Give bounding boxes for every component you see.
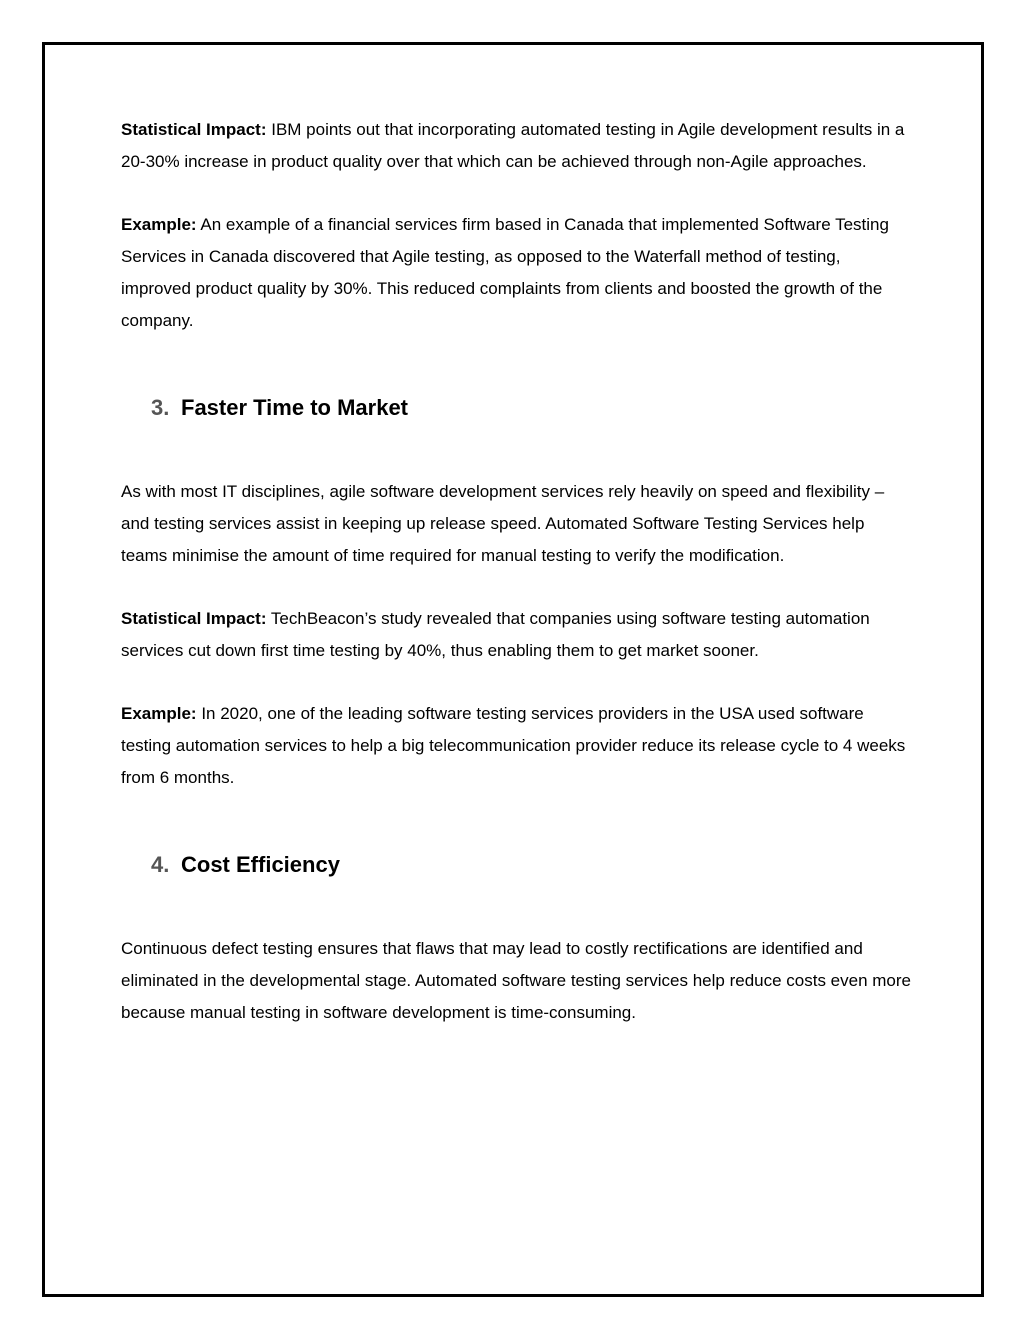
paragraph-lead: Statistical Impact: (121, 120, 267, 139)
section-heading-cost-efficiency (121, 849, 911, 881)
paragraph-agile-speed (121, 476, 911, 572)
paragraph-lead: Example: (121, 215, 197, 234)
paragraph-text: An example of a financial services firm based in Canada that implemented Software Testing Services in Canada discovered that Agile testing, as opposed to the Waterfall method of testing, improved product quality by 30%. This reduced complaints from clients and boosted the growth of the company. (121, 215, 889, 330)
paragraph-continuous-defect-testing (121, 933, 911, 1029)
paragraph-text: TechBeacon’s study revealed that companies using software testing automation services cut down first time testing by 40%, thus enabling them to get market sooner. (121, 609, 870, 660)
section-title: Faster Time to Market (181, 395, 409, 420)
paragraph-lead: Example: (121, 704, 197, 723)
paragraph-text: In 2020, one of the leading software testing services providers in the USA used software testing automation services to help a big telecommunication provider reduce its release cycle to 4 weeks from 6 months. (121, 704, 906, 787)
section-number: 4. (151, 852, 170, 877)
paragraph-statistical-impact-ibm (121, 114, 911, 178)
section-number: 3. (151, 395, 170, 420)
paragraph-text: IBM points out that incorporating automated testing in Agile development results in a 20-30% increase in product quality over that which can be achieved through non-Agile approaches. (121, 120, 905, 171)
paragraph-statistical-impact-techbeacon (121, 603, 911, 667)
section-heading-faster-time-to-market (121, 392, 911, 424)
section-title: Cost Efficiency (181, 852, 340, 877)
paragraph-text: Continuous defect testing ensures that flaws that may lead to costly rectifications are identified and eliminated in the developmental stage. Automated software testing services help reduce costs even more because manual testing in software development is time-consuming. (121, 939, 911, 1022)
paragraph-text: As with most IT disciplines, agile software development services rely heavily on speed and flexibility – and testing services assist in keeping up release speed. Automated Software Testing Services help teams minimise the amount of time required for manual testing to verify the modification. (121, 482, 885, 565)
document-body (121, 114, 911, 1029)
paragraph-example-canada (121, 209, 911, 337)
paragraph-example-usa (121, 698, 911, 794)
paragraph-lead: Statistical Impact: (121, 609, 267, 628)
